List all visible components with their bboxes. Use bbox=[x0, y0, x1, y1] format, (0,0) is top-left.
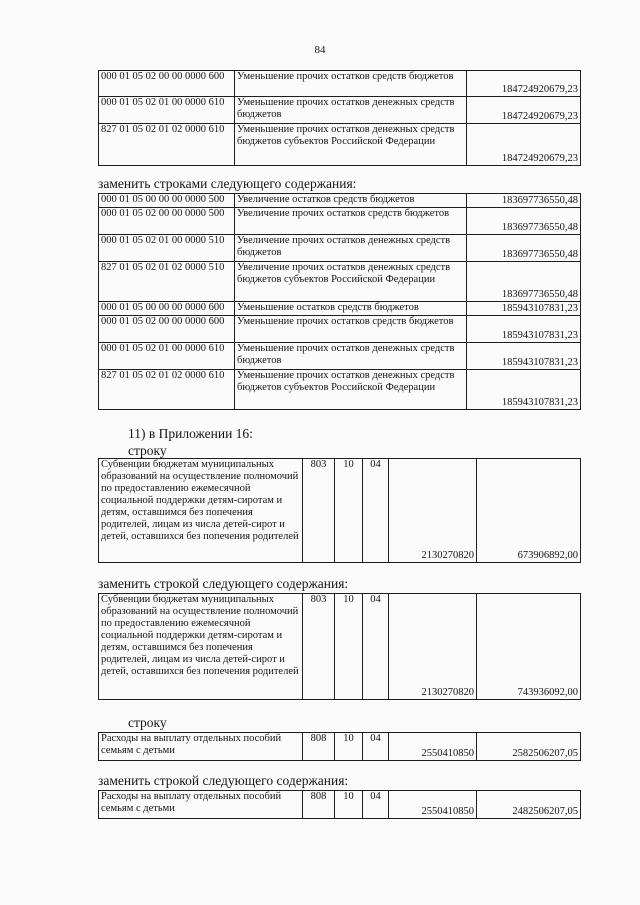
ved-cell: 808 bbox=[303, 733, 335, 761]
replace-rows-heading: заменить строками следующего содержания: bbox=[98, 176, 357, 191]
sum-cell: 743936092,00 bbox=[477, 594, 581, 700]
name-cell: Увеличение остатков средств бюджетов bbox=[235, 194, 467, 208]
appendix16-row-old-2 bbox=[98, 732, 581, 761]
name-cell: Уменьшение прочих остатков средств бюджетов bbox=[235, 316, 467, 343]
rz-cell: 10 bbox=[335, 791, 363, 819]
code-cell: 000 01 05 02 01 00 0000 510 bbox=[99, 235, 235, 262]
table-row bbox=[99, 791, 581, 819]
target-cell: 2550410850 bbox=[389, 791, 477, 819]
code-cell: 827 01 05 02 01 02 0000 510 bbox=[99, 262, 235, 302]
sum-cell: 183697736550,48 bbox=[467, 235, 581, 262]
pr-cell: 04 bbox=[363, 733, 389, 761]
sum-cell: 185943107831,23 bbox=[467, 316, 581, 343]
appendix16-row-new bbox=[98, 593, 581, 700]
sum-cell: 184724920679,23 bbox=[467, 124, 581, 166]
table-row bbox=[99, 262, 581, 302]
name-cell: Уменьшение остатков средств бюджетов bbox=[235, 302, 467, 316]
sum-cell: 673906892,00 bbox=[477, 459, 581, 563]
sum-cell: 185943107831,23 bbox=[467, 302, 581, 316]
table-row bbox=[99, 733, 581, 761]
name-cell: Субвенции бюджетам муниципальных образований на осуществление полномочий по предоставлению ежемесячной социальной поддержки детям-сиротам и детям, оставшимся без попечения родителей, лицам из числа детей-сирот и детей, оставшихся без попечения родителей bbox=[99, 594, 303, 700]
name-cell: Расходы на выплату отдельных пособий семьям с детьми bbox=[99, 733, 303, 761]
name-cell: Уменьшение прочих остатков денежных средств бюджетов bbox=[235, 343, 467, 370]
rz-cell: 10 bbox=[335, 459, 363, 563]
table-row bbox=[99, 71, 581, 97]
appendix16-row-new-2 bbox=[98, 790, 581, 819]
table-row bbox=[99, 235, 581, 262]
sum-cell: 183697736550,48 bbox=[467, 208, 581, 235]
sum-cell: 183697736550,48 bbox=[467, 262, 581, 302]
code-cell: 000 01 05 02 01 00 0000 610 bbox=[99, 97, 235, 124]
ved-cell: 803 bbox=[303, 459, 335, 563]
rz-cell: 10 bbox=[335, 594, 363, 700]
sum-cell: 184724920679,23 bbox=[467, 97, 581, 124]
name-cell: Увеличение прочих остатков денежных средств бюджетов bbox=[235, 235, 467, 262]
pr-cell: 04 bbox=[363, 791, 389, 819]
sum-cell: 2482506207,05 bbox=[477, 791, 581, 819]
code-cell: 000 01 05 00 00 00 0000 500 bbox=[99, 194, 235, 208]
sum-cell: 185943107831,23 bbox=[467, 370, 581, 410]
pr-cell: 04 bbox=[363, 594, 389, 700]
item-11-heading: 11) в Приложении 16: bbox=[128, 426, 253, 441]
code-cell: 827 01 05 02 01 02 0000 610 bbox=[99, 124, 235, 166]
name-cell: Субвенции бюджетам муниципальных образований на осуществление полномочий по предоставлению ежемесячной социальной поддержки детям-сиротам и детям, оставшимся без попечения родителей, лицам из числа детей-сирот и детей, оставшихся без попечения родителей bbox=[99, 459, 303, 563]
name-cell: Уменьшение прочих остатков денежных средств бюджетов субъектов Российской Федерации bbox=[235, 124, 467, 166]
target-cell: 2550410850 bbox=[389, 733, 477, 761]
ved-cell: 803 bbox=[303, 594, 335, 700]
code-cell: 000 01 05 00 00 00 0000 600 bbox=[99, 302, 235, 316]
table-row bbox=[99, 208, 581, 235]
row-label: строку bbox=[128, 443, 167, 458]
sources-table-new bbox=[98, 193, 581, 410]
replace-row-heading: заменить строкой следующего содержания: bbox=[98, 773, 349, 788]
table-row bbox=[99, 594, 581, 700]
sources-table-old bbox=[98, 70, 581, 166]
name-cell: Расходы на выплату отдельных пособий семьям с детьми bbox=[99, 791, 303, 819]
name-cell: Увеличение прочих остатков денежных средств бюджетов субъектов Российской Федерации bbox=[235, 262, 467, 302]
target-cell: 2130270820 bbox=[389, 594, 477, 700]
table-row bbox=[99, 316, 581, 343]
target-cell: 2130270820 bbox=[389, 459, 477, 563]
pr-cell: 04 bbox=[363, 459, 389, 563]
table-row bbox=[99, 124, 581, 166]
page-number: 84 bbox=[314, 44, 326, 56]
code-cell: 000 01 05 02 01 00 0000 610 bbox=[99, 343, 235, 370]
table-row bbox=[99, 459, 581, 563]
ved-cell: 808 bbox=[303, 791, 335, 819]
name-cell: Уменьшение прочих остатков средств бюджетов bbox=[235, 71, 467, 97]
sum-cell: 183697736550,48 bbox=[467, 194, 581, 208]
sum-cell: 185943107831,23 bbox=[467, 343, 581, 370]
table-row bbox=[99, 343, 581, 370]
table-row bbox=[99, 302, 581, 316]
name-cell: Увеличение прочих остатков средств бюджетов bbox=[235, 208, 467, 235]
name-cell: Уменьшение прочих остатков денежных средств бюджетов субъектов Российской Федерации bbox=[235, 370, 467, 410]
appendix16-row-old bbox=[98, 458, 581, 563]
code-cell: 827 01 05 02 01 02 0000 610 bbox=[99, 370, 235, 410]
code-cell: 000 01 05 02 00 00 0000 600 bbox=[99, 71, 235, 97]
table-row bbox=[99, 194, 581, 208]
code-cell: 000 01 05 02 00 00 0000 600 bbox=[99, 316, 235, 343]
name-cell: Уменьшение прочих остатков денежных средств бюджетов bbox=[235, 97, 467, 124]
code-cell: 000 01 05 02 00 00 0000 500 bbox=[99, 208, 235, 235]
rz-cell: 10 bbox=[335, 733, 363, 761]
sum-cell: 184724920679,23 bbox=[467, 71, 581, 97]
row-label: строку bbox=[128, 715, 167, 730]
table-row bbox=[99, 97, 581, 124]
replace-row-heading: заменить строкой следующего содержания: bbox=[98, 576, 349, 591]
sum-cell: 2582506207,05 bbox=[477, 733, 581, 761]
table-row bbox=[99, 370, 581, 410]
